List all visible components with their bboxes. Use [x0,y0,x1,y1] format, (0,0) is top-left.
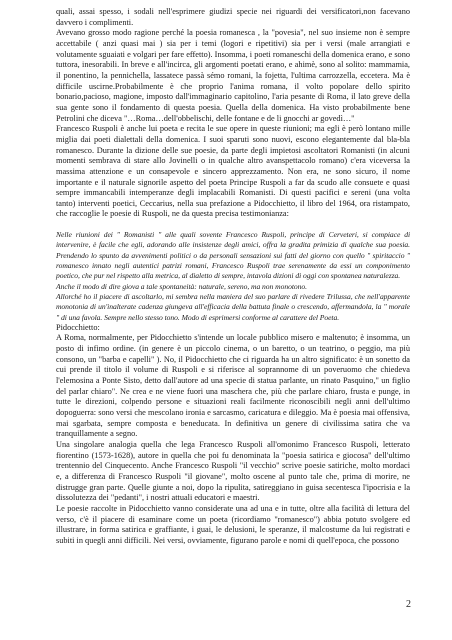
quote-paragraph-1: Nelle riunioni dei " Romanisti " alle quali sovente Francesco Ruspoli, principe di Cerveteri, si compiace di intervenire, è facile che egli, adorando alle insistenze degli amici, offra la gradita primizia di qualche sua poesia. Prendendo lo spunto da avvenimenti politici o da personali sensazioni sui fatti del giorno con quello " spiritaccio " romanesco innato negli autentici patrizi romani, Francesco Ruspoli trae serenamente da essi un componimento poetico, che pur nel rispetto alla metrica, al dialetto di sempre, intavola dizioni di oggi con spontanea naturalezza. [56,230,410,281]
quote-paragraph-3: Allorché ho il piacere di ascoltarlo, mi sembra nella maniera del suo parlare di rivedere Trilussa, che nell'apparente monotonia di un'inalterate cadenza giungeva all'efficacia della battuta finale o crescendo, affermandola, la " morale " di una favola. Sempre nello stesso tono. Modo di esprimersi conforme al carattere del Poeta. [56,291,410,322]
paragraph-5: Una singolare analogia quella che lega Francesco Ruspoli all'omonimo Francesco Ruspoli, letterato fiorentino (1573-1628), autore in quella che poi fu denominata la "poesia satirica e giocosa" dell'ultimo trentennio del Cinquecento. Anche Francesco Ruspoli "il vecchio" scrive poesie satiriche, molto mordaci e, a differenza di Francesco Ruspoli "il giovane", molto oscene al punto tale che, prima di morire, ne distrugge gran parte. Quelle giunte a noi, dopo la ripulita, satireggiano in guisa secentesca l'ipocrisia e la dissolutezza dei "pedanti", i nostri attuali educatori e maestri. [56,440,410,503]
spacer [56,220,410,230]
quote-paragraph-2: Anche il modo di dire giova a tale spontaneità: naturale, sereno, ma non monotono. [56,281,307,291]
paragraph-4: A Roma, normalmente, per Pidocchietto s'intende un locale pubblico misero e maltenuto; è insomma, un posto di infimo ordine. (in genere è un piccolo cinema, o un baretto, o un teatrino, o peggio, ma più consono, un "barba e capelli" ). No, il Pidocchietto che ci riguarda ha un altro significato: è un sonetto da cui prende il titolo il volume di Ruspoli e si riferisce al soprannome di un poveruomo che chiedeva l'elemosina a Ponte Sisto, detto dall'autore ad una specie di statua parlante, un rinato Pasquino," un figlio del parlar chiaro". Ne crea e ne viene fuori una maschera che, più che parlare chiaro, frusta e punge, in tutte le direzioni, colpendo persone e situazioni reali facilmente riconoscibili negli anni dell'ultimo dopoguerra: sono versi che mescolano ironia e sarcasmo, caricatura e dileggio. Ma è poesia mai offensiva, mai sgarbata, sempre composta e beneducata. In definitiva un genere di civilissima satira che va tranquillamente a segno. [56,333,410,439]
body-text [56,7,410,547]
paragraph-3: Francesco Ruspoli è anche lui poeta e recita le sue opere in queste riunioni; ma egli è però lontano mille miglia dai poeti dialettali della domenica. I suoi sparuti sono nuovi, escono elegantemente dal bla-bla romanesco. Durante la dizione delle sue poesie, da parte degli impietosi ascoltatori Romanisti (in alcuni momenti sembrava di stare allo Jovinelli o in qualche altro avanspettacolo romano) c'era viceversa la massima attenzione e un consapevole e sincero apprezzamento. Non era, ne sono sicuro, il nome importante e il naturale signorile aspetto del poeta Principe Ruspoli a far da scudo alle consuete e quasi sempre immancabili intemperanze degli implacabili Romanisti. Di questi pacifici e sereni (una volta tanto) interventi poetici, Ceccarius, nella sua prefazione a Pidocchietto, il libro del 1964, ora ristampato, che raccoglie le poesie di Ruspoli, ne da questa precisa testimonianza: [56,124,410,219]
section-heading: Pidocchietto: [56,322,100,332]
paragraph-6: Le poesie raccolte in Pidocchietto vanno considerate una ad una e in tutte, oltre alla facilità di lettura del verso, c'è il piacere di esaminare come un poeta (ricordiamo "romanesco") abbia potuto svolgere ed illustrare, in forma satirica e graffiante, i guai, le delusioni, le speranze, il malcostume da lui registrati e subiti in quegli anni difficili. Nei versi, ovviamente, figurano parole e nomi di quell'epoca, che possono [56,503,410,545]
paragraph-2: Avevano grosso modo ragione perché la poesia romanesca , la "povesia", nel suo insieme non è sempre accettabile ( anzi quasi mai ) sia per i temi (logori e ripetitivi) sia per i versi (male arrangiati e volutamente sguaiati e volgari per fare effetto). Insomma, i poeti romaneschi della domenica erano, e sono tuttora, inesorabili. In breve e all'incirca, gli argomenti poetati erano, e ahimè, sono al solito: mammamia, il ponentino, la pennichella, lassatece passà sémo romani, la fojetta, l'ultima carrozzella, eccetera. Ma è difficile uscirne.Probabilmente è che proprio l'anima romana, il volto popolare dello spirito bonario,pacioso, magione, imposto dall'immaginario capitolino, l'aria pesante di Roma, il lato greve della sua gente sono il fondamento di questa poesia. Quella della domenica. Ha visto probabilmente bene Petrolini che diceva "…Roma…dell'obbelischi, delle fontane e de li gnocchi ar govedì…" [56,28,410,123]
page-number: 2 [406,599,411,610]
paragraph-1: quali, assai spesso, i sodali nell'esprimere giudizi specie nei riguardi dei versificatori,non facevano davvero i complimenti. [56,7,410,27]
